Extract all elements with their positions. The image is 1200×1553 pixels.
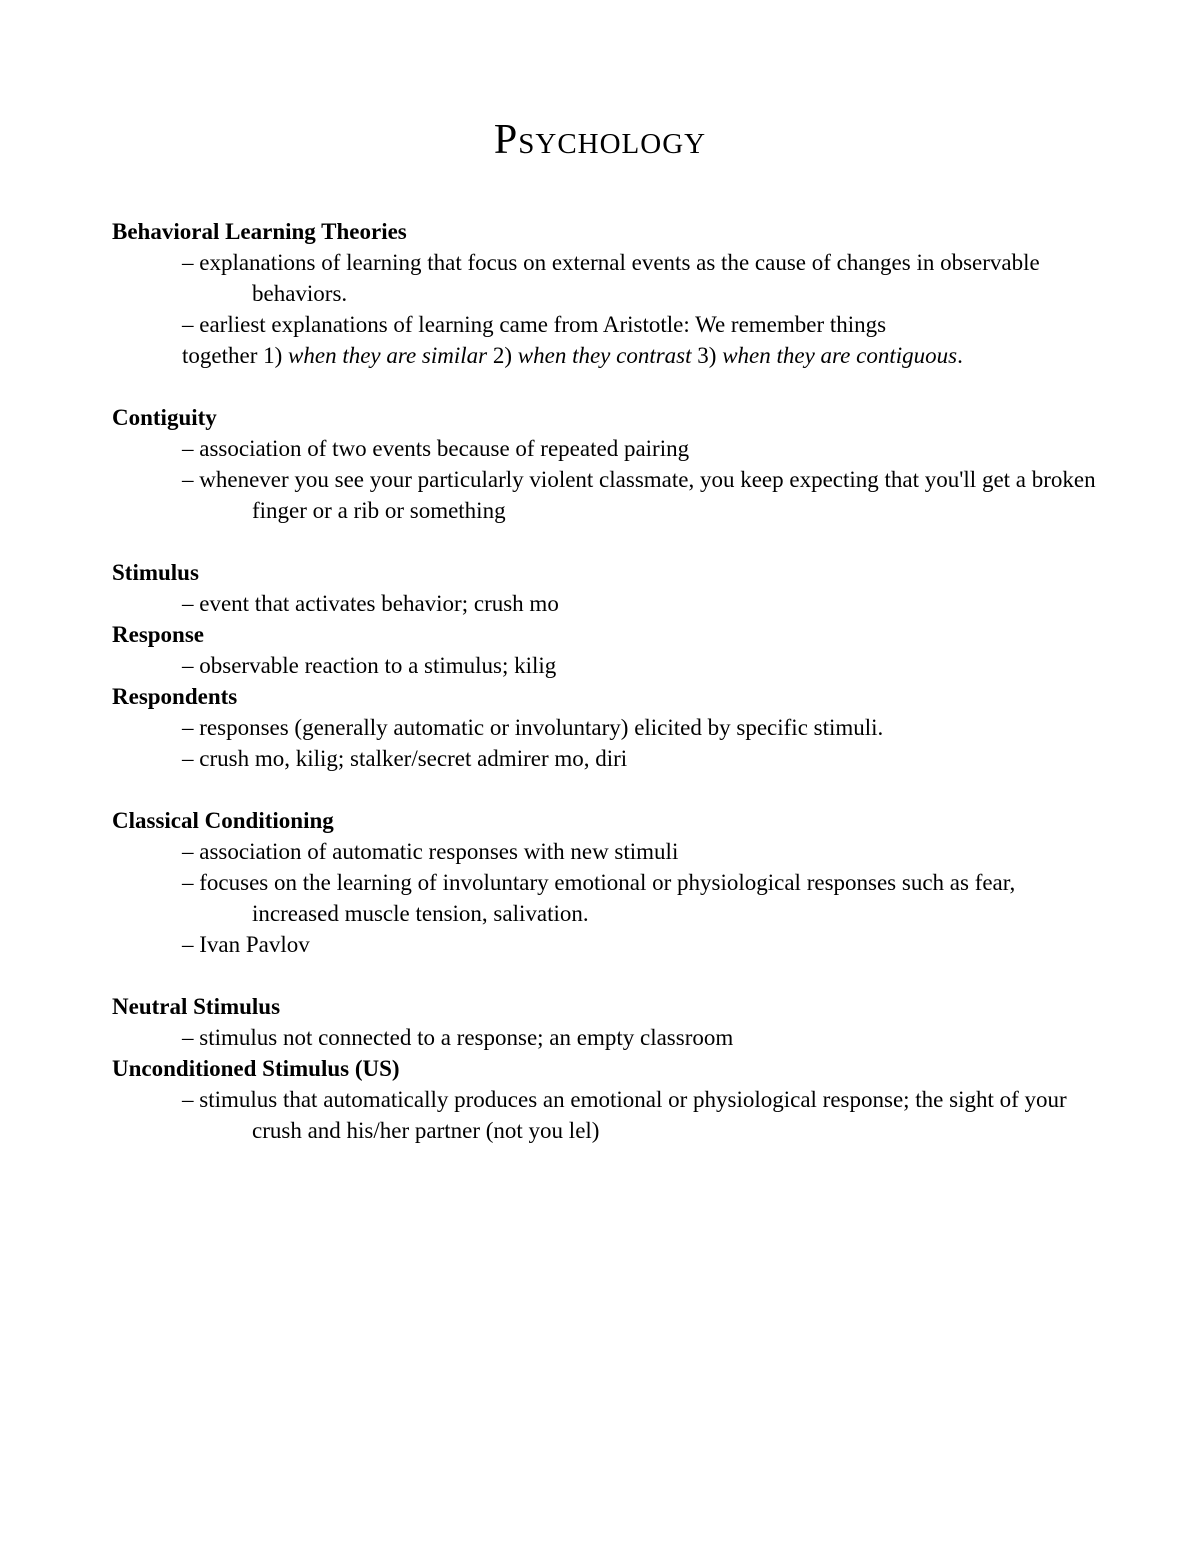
- bullet-text: – whenever you see your particularly violent classmate, you keep expecting that you'll get a broken finger or a rib or something: [182, 467, 1096, 523]
- heading-respondents: Respondents: [112, 684, 238, 709]
- heading-response: Response: [112, 622, 205, 647]
- bullet-text: – association of automatic responses with new stimuli: [182, 839, 679, 864]
- heading-contiguity: Contiguity: [112, 405, 217, 430]
- bullet-text: – association of two events because of repeated pairing: [182, 436, 690, 461]
- bullet-text: – explanations of learning that focus on external events as the cause of changes in observable behaviors.: [182, 250, 1040, 306]
- bullet-text: – responses (generally automatic or involuntary) elicited by specific stimuli.: [182, 715, 884, 740]
- bullet-text: – earliest explanations of learning came from Aristotle: We remember things: [182, 312, 887, 337]
- bullet-text: – crush mo, kilig; stalker/secret admirer mo, diri: [182, 746, 628, 771]
- bullet-text: – stimulus not connected to a response; an empty classroom: [182, 1025, 734, 1050]
- heading-behavioral-learning-theories: Behavioral Learning Theories: [112, 219, 407, 244]
- page-title: Psychology: [493, 117, 707, 163]
- bullet-text: – focuses on the learning of involuntary emotional or physiological responses such as fear, increased muscle tension, salivation.: [182, 870, 1016, 926]
- spacer: [112, 371, 1102, 402]
- spacer: [112, 774, 1102, 805]
- italic-phrase: when they are contiguous: [722, 343, 958, 368]
- continuation-line: [112, 340, 1102, 371]
- bullet-text: – stimulus that automatically produces an emotional or physiological response; the sight of your crush and his/her partner (not you lel): [182, 1087, 1067, 1143]
- heading-neutral-stimulus: Neutral Stimulus: [112, 994, 281, 1019]
- italic-phrase: when they contrast: [517, 343, 692, 368]
- spacer: [112, 526, 1102, 557]
- bullet-text: – Ivan Pavlov: [182, 932, 310, 957]
- continuation-suffix: .: [957, 343, 963, 368]
- heading-classical-conditioning: Classical Conditioning: [112, 808, 334, 833]
- spacer: [112, 960, 1102, 991]
- heading-stimulus: Stimulus: [112, 560, 199, 585]
- document-body: [112, 216, 1102, 1146]
- bullet-text: – observable reaction to a stimulus; kilig: [182, 653, 557, 678]
- continuation-sep: 3): [691, 343, 723, 368]
- italic-phrase: when they are similar: [288, 343, 488, 368]
- bullet-text: – event that activates behavior; crush mo: [182, 591, 559, 616]
- heading-unconditioned-stimulus: Unconditioned Stimulus (US): [112, 1056, 400, 1081]
- continuation-prefix: together 1): [182, 343, 289, 368]
- continuation-sep: 2): [487, 343, 518, 368]
